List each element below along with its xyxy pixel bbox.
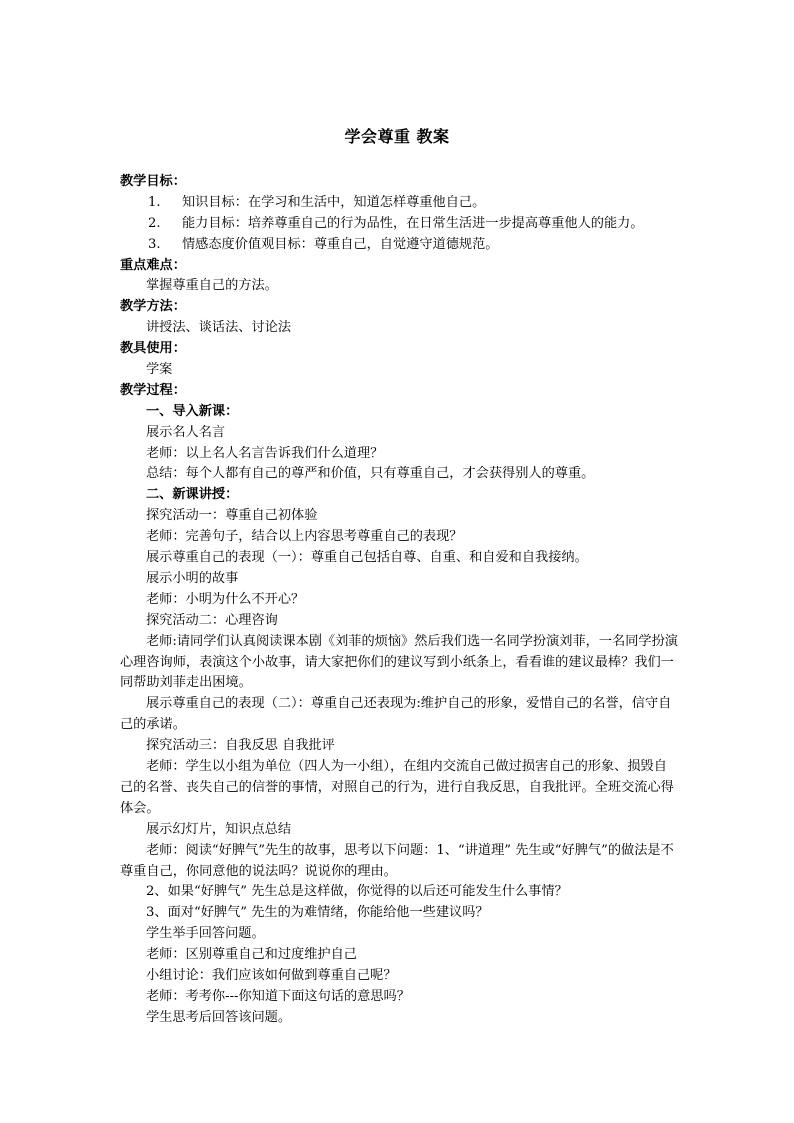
objective-item bbox=[120, 235, 680, 256]
process-line: 展示小明的故事 bbox=[146, 570, 239, 586]
methods-text: 讲授法、谈话法、讨论法 bbox=[146, 320, 292, 336]
process-paragraph: 老师:请同学们认真阅读课本剧《刘菲的烦恼》然后我们选一名同学扮演刘菲，一名同学扮演心理咨询师，表演这个小故事，请大家把你们的建议写到小纸条上，看看谁的建议最棒？我们一同帮助刘菲走出困境。 bbox=[120, 633, 678, 691]
tools-text: 学案 bbox=[146, 362, 173, 378]
process-line: 2、如果“好脾气” 先生总是这样做，你觉得的以后还可能发生什么事情？ bbox=[146, 884, 568, 900]
process-line: 学生思考后回答该问题。 bbox=[146, 1009, 292, 1025]
process-line: 总结：每个人都有自己的尊严和价值，只有尊重自己，才会获得别人的尊重。 bbox=[146, 466, 595, 482]
tools-heading: 教具使用： bbox=[120, 341, 186, 357]
process-line: 展示名人名言 bbox=[146, 424, 226, 440]
difficulty-text: 掌握尊重自己的方法。 bbox=[146, 278, 278, 294]
objective-text: 能力目标：培养尊重自己的行为品性，在日常生活进一步提高尊重他人的能力。 bbox=[182, 215, 644, 231]
methods-heading: 教学方法： bbox=[120, 299, 186, 315]
process-line: 老师：以上名人名言告诉我们什么道理？ bbox=[146, 445, 384, 461]
objectives-heading: 教学目标： bbox=[120, 174, 186, 189]
process-line: 老师：小明为什么不开心？ bbox=[146, 591, 305, 607]
process-paragraph: 展示尊重自己的表现（二）：尊重自己还表现为:维护自己的形象，爱惜自己的名誉，信守自己的承诺。 bbox=[120, 696, 672, 733]
difficulty-heading: 重点难点： bbox=[120, 257, 186, 273]
section-heading-new-lesson: 二、新课讲授： bbox=[146, 487, 239, 503]
objective-number: 1. bbox=[148, 194, 161, 210]
page-title: 学会尊重 教案 bbox=[344, 127, 450, 146]
process-line: 学生举手回答问题。 bbox=[146, 926, 265, 942]
process-line: 探究活动三：自我反思 自我批评 bbox=[146, 738, 335, 754]
objective-number: 3. bbox=[148, 236, 161, 252]
objective-text: 情感态度价值观目标：尊重自己，自觉遵守道德规范。 bbox=[182, 236, 499, 252]
objective-item bbox=[120, 214, 680, 235]
process-line: 探究活动一：尊重自己初体验 bbox=[146, 508, 318, 524]
process-line: 老师：完善句子，结合以上内容思考尊重自己的表现？ bbox=[146, 529, 463, 545]
process-line: 展示尊重自己的表现（一）：尊重自己包括自尊、自重、和自爱和自我接纳。 bbox=[146, 550, 588, 566]
process-line: 小组讨论：我们应该如何做到尊重自己呢？ bbox=[146, 968, 397, 983]
section-heading-intro: 一、导入新课： bbox=[146, 403, 239, 419]
process-paragraph: 老师：学生以小组为单位（四人为一小组），在组内交流自己做过损害自己的形象、损毁自己的名誉、丧失自己的信誉的事情，对照自己的行为，进行自我反思，自我批评。全班交流心得体会。 bbox=[120, 759, 674, 816]
process-heading: 教学过程： bbox=[120, 382, 186, 398]
process-paragraph: 老师：阅读“好脾气”先生的故事，思考以下问题：1、“讲道理” 先生或“好脾气”的做法是不尊重自己，你同意他的说法吗？说说你的理由。 bbox=[120, 842, 674, 879]
process-line: 探究活动二：心理咨询 bbox=[146, 612, 278, 628]
lesson-plan-body bbox=[120, 172, 680, 1029]
process-line: 3、面对“好脾气” 先生的为难情绪，你能给他一些建议吗？ bbox=[146, 905, 489, 921]
objective-number: 2. bbox=[148, 215, 161, 231]
objective-text: 知识目标：在学习和生活中，知道怎样尊重他自己。 bbox=[182, 194, 486, 210]
objective-item bbox=[120, 193, 680, 214]
process-line: 老师：考考你---你知道下面这句话的意思吗？ bbox=[146, 988, 410, 1004]
process-line: 老师：区别尊重自己和过度维护自己 bbox=[146, 947, 357, 963]
process-line: 展示幻灯片，知识点总结 bbox=[146, 821, 292, 837]
